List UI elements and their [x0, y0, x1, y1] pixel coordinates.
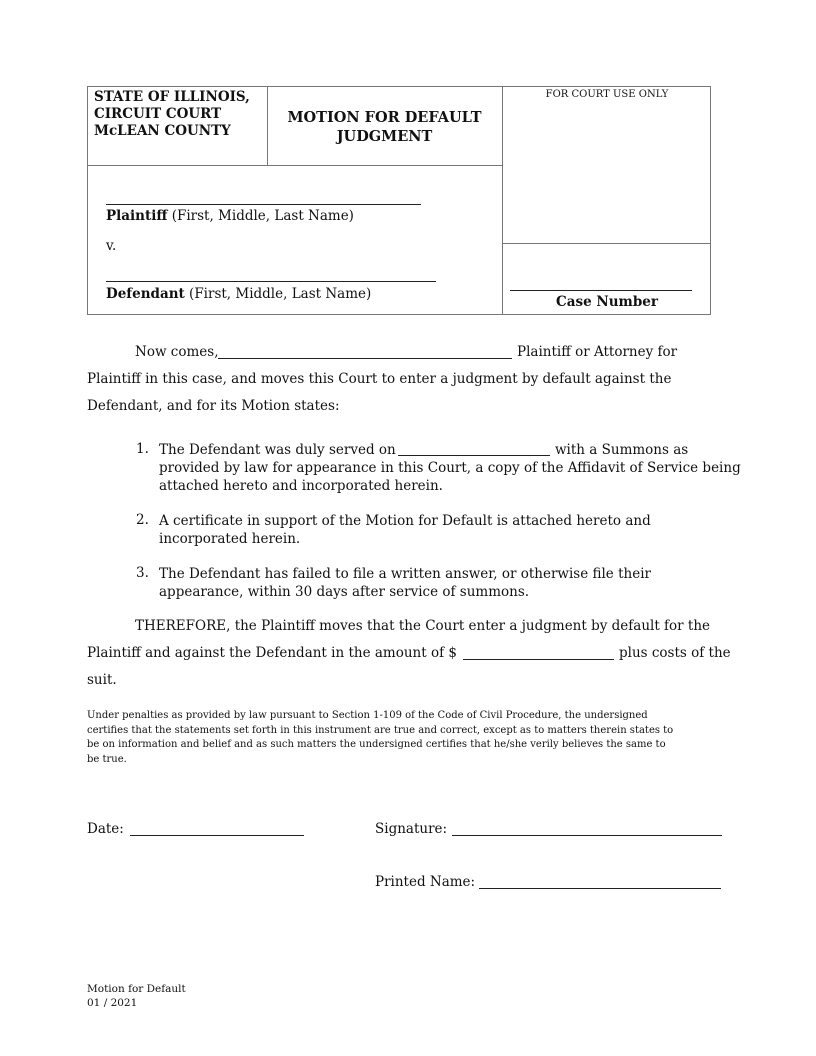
case-number-label: Case Number	[556, 294, 658, 310]
item-text: attached hereto and incorporated herein.	[159, 478, 443, 494]
defendant-label-bold: Defendant	[106, 286, 185, 302]
plaintiff-name-field[interactable]	[106, 204, 421, 205]
therefore-prefix: Plaintiff and against the Defendant in the amount of $	[87, 645, 457, 661]
defendant-name-field[interactable]	[106, 281, 436, 282]
judgment-amount-field[interactable]	[463, 659, 614, 660]
case-number-field[interactable]	[510, 290, 692, 291]
certification-line: be on information and belief and as such matters the undersigned certifies that he/she verily believes the same to	[87, 739, 666, 750]
date-field[interactable]	[130, 835, 304, 836]
therefore-suffix: plus costs of the	[619, 645, 731, 661]
plaintiff-attorney-field[interactable]	[218, 358, 512, 359]
item-text: The Defendant was duly served on	[159, 442, 396, 458]
signature-field[interactable]	[452, 835, 722, 836]
item-number: 1.	[136, 441, 149, 457]
court-line: CIRCUIT COURT	[94, 106, 222, 122]
plaintiff-label	[106, 208, 354, 224]
item-text: appearance, within 30 days after service of summons.	[159, 584, 530, 600]
certification-text	[87, 709, 727, 767]
printed-name-field[interactable]	[479, 888, 721, 889]
footer	[87, 982, 186, 1010]
item-text: provided by law for appearance in this Court, a copy of the Affidavit of Service being	[159, 460, 741, 476]
signature-label: Signature:	[375, 821, 448, 837]
form-title-line: JUDGMENT	[336, 128, 433, 145]
item-text: The Defendant has failed to file a written answer, or otherwise file their	[159, 566, 651, 582]
court-use-label: FOR COURT USE ONLY	[545, 89, 669, 100]
date-label: Date:	[87, 821, 124, 837]
printed-name-label: Printed Name:	[375, 874, 476, 890]
certification-line: Under penalties as provided by law pursuant to Section 1-109 of the Code of Civil Procedure, the undersigned	[87, 710, 648, 721]
defendant-hint: (First, Middle, Last Name)	[189, 286, 372, 302]
court-line: McLEAN COUNTY	[94, 123, 231, 139]
item-number: 2.	[136, 512, 149, 528]
plaintiff-hint: (First, Middle, Last Name)	[171, 208, 354, 224]
form-title-line: MOTION FOR DEFAULT	[287, 109, 482, 126]
plaintiff-label-bold: Plaintiff	[106, 208, 168, 224]
item-text: incorporated herein.	[159, 531, 301, 547]
intro-line: Plaintiff in this case, and moves this Court to enter a judgment by default against the	[87, 371, 672, 387]
versus-text: v.	[106, 238, 117, 254]
court-heading	[94, 89, 250, 140]
service-date-field[interactable]	[398, 455, 550, 456]
intro-suffix: Plaintiff or Attorney for	[517, 344, 678, 360]
item-number: 3.	[136, 565, 149, 581]
defendant-label	[106, 286, 371, 302]
caption-divider	[87, 165, 502, 166]
item-text: A certificate in support of the Motion for Default is attached hereto and	[159, 513, 651, 529]
footer-revision: 01 / 2021	[87, 997, 138, 1009]
footer-form-name: Motion for Default	[87, 983, 186, 995]
therefore-line: THEREFORE, the Plaintiff moves that the Court enter a judgment by default for the	[135, 618, 711, 634]
caption-divider	[502, 86, 503, 315]
certification-line: be true.	[87, 753, 127, 765]
intro-prefix: Now comes,	[135, 344, 219, 360]
therefore-line: suit.	[87, 672, 117, 688]
intro-line: Defendant, and for its Motion states:	[87, 398, 340, 414]
form-title	[268, 108, 501, 146]
certification-line: certifies that the statements set forth in this instrument are true and correct, except as to matters therein states to	[87, 724, 674, 736]
court-line: STATE OF ILLINOIS,	[94, 89, 250, 105]
item-text: with a Summons as	[555, 442, 689, 458]
caption-divider	[502, 243, 711, 244]
